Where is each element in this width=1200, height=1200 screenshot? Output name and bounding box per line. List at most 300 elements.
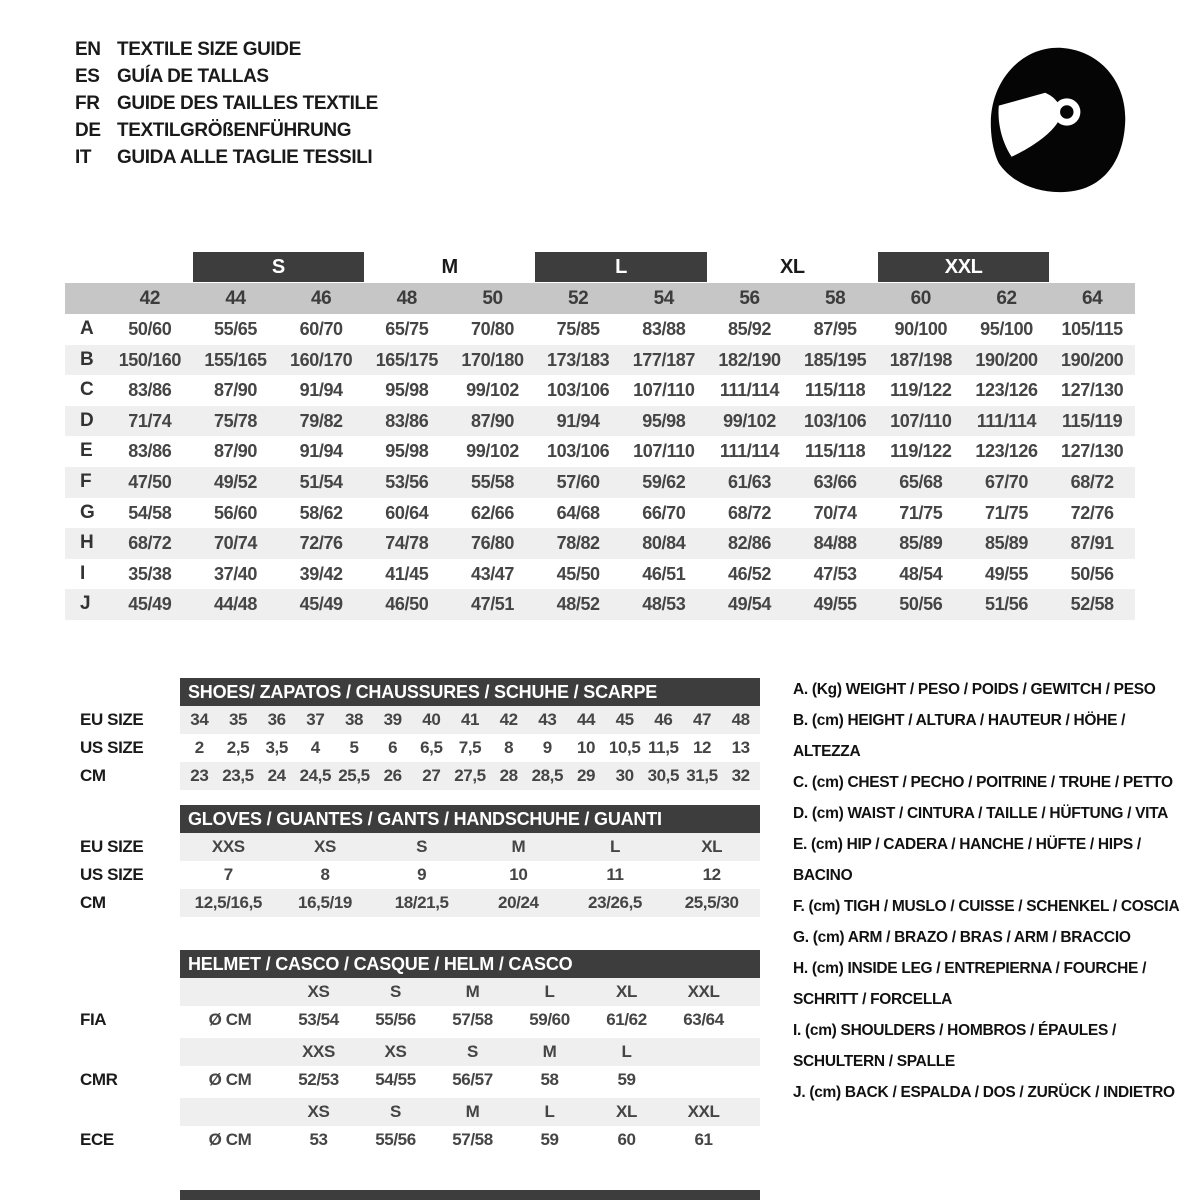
measurement-row-i bbox=[65, 559, 1135, 590]
measurement-value: 84/88 bbox=[813, 533, 857, 554]
gloves-value: 10 bbox=[509, 865, 528, 884]
measurement-value: 95/98 bbox=[385, 380, 429, 401]
measurement-value: 49/54 bbox=[727, 594, 772, 615]
shoes-value: 36 bbox=[267, 710, 286, 729]
measurement-row-d bbox=[65, 406, 1135, 437]
legend-item: C. (cm) CHEST / PECHO / POITRINE / TRUHE / PETTO bbox=[793, 774, 1173, 791]
helmet-value: 55/56 bbox=[375, 1130, 416, 1149]
measurement-value: 50/56 bbox=[899, 594, 943, 615]
helmet-value: 57/58 bbox=[452, 1010, 493, 1029]
size-number: 50 bbox=[482, 288, 503, 309]
measurement-value: 99/102 bbox=[466, 441, 519, 462]
language-row bbox=[75, 63, 378, 90]
guide-title: GUÍA DE TALLAS bbox=[117, 65, 269, 87]
shoes-cells bbox=[180, 762, 760, 790]
measurement-row-e bbox=[65, 436, 1135, 467]
measurement-value: 95/100 bbox=[980, 319, 1033, 339]
measurement-value: 47/50 bbox=[128, 471, 172, 492]
measurement-value: 49/55 bbox=[813, 594, 857, 615]
unit-spacer bbox=[180, 978, 280, 1006]
helmet-size-label: XS bbox=[307, 1102, 330, 1121]
shoes-value: 41 bbox=[460, 710, 480, 729]
measurement-value: 45/50 bbox=[556, 563, 600, 584]
row-letter: A bbox=[80, 318, 94, 339]
corner-cell bbox=[65, 283, 107, 314]
legend-item: D. (cm) WAIST / CINTURA / TAILLE / HÜFTUNG / VITA bbox=[793, 805, 1169, 822]
helmet-value-cells bbox=[180, 1066, 760, 1094]
measurement-value: 75/78 bbox=[213, 410, 258, 431]
measurement-value: 87/90 bbox=[213, 380, 258, 401]
measurement-value: 76/80 bbox=[470, 533, 515, 554]
helmet-value: 61/62 bbox=[606, 1010, 647, 1029]
gloves-row bbox=[80, 861, 760, 889]
gloves-cells bbox=[180, 861, 760, 889]
guide-title: GUIDE DES TAILLES TEXTILE bbox=[117, 92, 378, 114]
gloves-value: 12,5/16,5 bbox=[194, 893, 262, 912]
size-number: 48 bbox=[396, 288, 417, 309]
measurement-row-j bbox=[65, 589, 1135, 620]
language-code: ES bbox=[75, 65, 100, 87]
helmet-size-label: M bbox=[465, 1102, 480, 1121]
size-group-s: S bbox=[193, 252, 364, 282]
measurement-value: 83/86 bbox=[128, 441, 172, 462]
guide-title: TEXTILGRÖßENFÜHRUNG bbox=[117, 119, 352, 141]
measurement-value: 85/89 bbox=[984, 533, 1029, 554]
row-label: CM bbox=[80, 766, 106, 785]
measurement-value: 71/74 bbox=[128, 410, 172, 431]
measurement-value: 46/51 bbox=[642, 563, 686, 584]
measurement-value: 53/56 bbox=[385, 471, 429, 492]
measurement-value: 67/70 bbox=[984, 471, 1029, 492]
language-code: FR bbox=[75, 92, 100, 114]
shoes-value: 37 bbox=[306, 710, 325, 729]
row-label: CM bbox=[80, 893, 106, 912]
shoes-value: 5 bbox=[349, 738, 359, 757]
shoes-value: 39 bbox=[383, 710, 402, 729]
measurement-value: 41/45 bbox=[385, 563, 429, 584]
measurement-value: 47/53 bbox=[813, 563, 857, 584]
helmet-size-cells bbox=[180, 1098, 760, 1126]
measurement-value: 39/42 bbox=[299, 563, 343, 584]
shoes-rows bbox=[80, 706, 760, 790]
diameter-unit: Ø CM bbox=[208, 1130, 252, 1149]
shoes-value: 6 bbox=[388, 738, 398, 757]
measurement-value: 85/89 bbox=[899, 533, 943, 554]
shoes-value: 35 bbox=[228, 710, 248, 729]
measurement-value: 71/75 bbox=[899, 502, 943, 523]
measurement-value: 57/60 bbox=[556, 471, 600, 492]
measurement-legend bbox=[793, 674, 1193, 1108]
size-number: 60 bbox=[910, 288, 931, 309]
measurement-value: 46/52 bbox=[727, 563, 772, 584]
measurement-value: 51/54 bbox=[299, 471, 343, 492]
helmet-size-label: M bbox=[542, 1042, 557, 1061]
helmet-value-cells bbox=[180, 1126, 760, 1154]
measurement-value: 47/51 bbox=[470, 594, 515, 615]
standard-label: ECE bbox=[80, 1130, 114, 1149]
gloves-value: 25,5/30 bbox=[684, 893, 739, 912]
shoes-value: 2 bbox=[194, 738, 204, 757]
helmet-value: 52/53 bbox=[298, 1070, 339, 1089]
measurement-value: 43/47 bbox=[470, 563, 515, 584]
row-label bbox=[80, 978, 180, 1006]
shoes-value: 32 bbox=[731, 766, 750, 785]
measurement-value: 65/75 bbox=[385, 319, 429, 339]
measurement-value: 37/40 bbox=[213, 563, 258, 584]
helmet-value: 56/57 bbox=[452, 1070, 493, 1089]
diameter-unit: Ø CM bbox=[208, 1070, 252, 1089]
measurement-value: 119/122 bbox=[890, 380, 952, 401]
shoes-value: 45 bbox=[615, 710, 634, 729]
shoes-value: 46 bbox=[654, 710, 673, 729]
row-gap bbox=[80, 1154, 760, 1158]
measurement-value: 107/110 bbox=[890, 410, 952, 431]
measurement-value: 49/55 bbox=[984, 563, 1029, 584]
legend-item: H. (cm) INSIDE LEG / ENTREPIERNA / FOURCHE / SCHRITT / FORCELLA bbox=[793, 960, 1147, 1008]
measurement-value: 187/198 bbox=[889, 349, 952, 370]
row-letter: F bbox=[80, 470, 92, 492]
helmet-size-band bbox=[180, 1038, 760, 1066]
helmet-value: 53/54 bbox=[298, 1010, 339, 1029]
gloves-section bbox=[80, 805, 760, 917]
measurement-value: 44/48 bbox=[213, 594, 258, 615]
measurement-value: 72/76 bbox=[1070, 502, 1114, 523]
shoes-band bbox=[180, 734, 760, 762]
size-number: 58 bbox=[824, 288, 846, 309]
shoes-value: 27 bbox=[422, 766, 441, 785]
helmet-size-label bbox=[665, 1038, 742, 1066]
shoes-value: 27,5 bbox=[454, 766, 486, 785]
guide-title: TEXTILE SIZE GUIDE bbox=[117, 38, 301, 60]
measurement-row-h bbox=[65, 528, 1135, 559]
measurement-value: 90/100 bbox=[894, 319, 948, 339]
measurement-value: 70/74 bbox=[813, 502, 857, 523]
helmet-size-label: XL bbox=[616, 1102, 637, 1121]
helmet-size-band-row bbox=[80, 1038, 760, 1066]
measurement-value: 58/62 bbox=[299, 502, 343, 523]
legend-item: I. (cm) SHOULDERS / HOMBROS / ÉPAULES / SCHULTERN / SPALLE bbox=[793, 1022, 1117, 1070]
measurement-value: 49/52 bbox=[213, 471, 258, 492]
measurement-value: 78/82 bbox=[556, 533, 600, 554]
gloves-rows bbox=[80, 833, 760, 917]
measurement-row-c bbox=[65, 375, 1135, 406]
row-label bbox=[80, 1098, 180, 1126]
measurement-value: 51/56 bbox=[984, 594, 1029, 615]
measurement-row-g bbox=[65, 498, 1135, 529]
size-group-l: L bbox=[535, 252, 706, 282]
measurement-value: 64/68 bbox=[556, 502, 600, 523]
helmet-size-band bbox=[180, 1098, 760, 1126]
shoes-value: 34 bbox=[190, 710, 209, 729]
shoes-value: 23,5 bbox=[222, 766, 254, 785]
cropped-section-bar bbox=[180, 1190, 760, 1200]
measurement-value: 123/126 bbox=[975, 441, 1038, 462]
shoes-value: 6,5 bbox=[420, 738, 443, 757]
shoes-value: 43 bbox=[538, 710, 557, 729]
measurement-value: 83/86 bbox=[128, 380, 172, 401]
helmet-rows bbox=[80, 978, 760, 1158]
gloves-cells bbox=[180, 889, 760, 917]
standard-label: CMR bbox=[80, 1070, 118, 1089]
shoes-value: 44 bbox=[576, 710, 596, 729]
helmet-size-label: L bbox=[544, 982, 555, 1001]
measurement-value: 45/49 bbox=[299, 594, 343, 615]
language-title-block bbox=[75, 36, 378, 171]
helmet-value: 63/64 bbox=[683, 1010, 724, 1029]
helmet-value: 61 bbox=[694, 1130, 713, 1149]
helmet-standard-row-ece bbox=[80, 1126, 760, 1154]
shoes-value: 2,5 bbox=[226, 738, 250, 757]
measurement-value: 119/122 bbox=[890, 441, 952, 462]
helmet-value bbox=[665, 1066, 742, 1094]
helmet-section bbox=[80, 950, 760, 1158]
measurement-value: 85/92 bbox=[727, 319, 772, 339]
helmet-size-label: XS bbox=[307, 982, 330, 1001]
gloves-band bbox=[180, 833, 760, 861]
measurement-value: 74/78 bbox=[385, 533, 429, 554]
legend-item: E. (cm) HIP / CADERA / HANCHE / HÜFTE / HIPS / BACINO bbox=[793, 836, 1141, 884]
size-number: 44 bbox=[225, 288, 246, 309]
measurement-value: 107/110 bbox=[633, 441, 695, 462]
helmet-value: 59 bbox=[540, 1130, 559, 1149]
gloves-value: M bbox=[511, 837, 526, 856]
measurement-value: 123/126 bbox=[975, 380, 1038, 401]
gloves-value: 20/24 bbox=[498, 893, 539, 912]
size-number-band bbox=[65, 283, 1135, 314]
measurement-value: 68/72 bbox=[128, 533, 172, 554]
measurement-value: 111/114 bbox=[976, 410, 1037, 431]
shoes-value: 9 bbox=[542, 738, 552, 757]
helmet-size-label: XXL bbox=[687, 1102, 720, 1121]
helmet-values bbox=[180, 1006, 760, 1034]
helmet-size-label: S bbox=[467, 1042, 478, 1061]
language-row bbox=[75, 144, 378, 171]
measurement-value: 80/84 bbox=[642, 533, 686, 554]
measurement-value: 111/114 bbox=[719, 380, 780, 401]
measurement-value: 59/62 bbox=[642, 471, 686, 492]
shoes-value: 24,5 bbox=[299, 766, 332, 785]
shoes-value: 25,5 bbox=[338, 766, 370, 785]
measurement-value: 56/60 bbox=[213, 502, 258, 523]
helmet-size-label: S bbox=[390, 1102, 401, 1121]
measurement-value: 103/106 bbox=[547, 380, 610, 401]
measurement-value: 87/90 bbox=[470, 410, 515, 431]
legend-item: A. (Kg) WEIGHT / PESO / POIDS / GEWITCH / PESO bbox=[793, 681, 1156, 698]
measurement-value: 70/80 bbox=[470, 319, 515, 339]
size-number: 62 bbox=[996, 288, 1017, 309]
helmet-size-band bbox=[180, 978, 760, 1006]
gloves-value: XL bbox=[701, 837, 723, 856]
size-group-xxl: XXL bbox=[878, 252, 1049, 282]
language-row bbox=[75, 117, 378, 144]
row-letter: H bbox=[80, 532, 94, 554]
row-letter: B bbox=[80, 348, 94, 370]
shoes-row bbox=[80, 706, 760, 734]
measurement-value: 103/106 bbox=[547, 441, 610, 462]
shoes-value: 48 bbox=[731, 710, 750, 729]
measurement-value: 91/94 bbox=[299, 380, 343, 401]
helmet-standard-row-fia bbox=[80, 1006, 760, 1034]
measurement-value: 50/56 bbox=[1070, 563, 1114, 584]
helmet-value-cells bbox=[180, 1006, 760, 1034]
row-letter: J bbox=[80, 593, 91, 615]
helmet-size-label: L bbox=[621, 1042, 632, 1061]
standard-label: FIA bbox=[80, 1010, 107, 1029]
textile-rows bbox=[65, 314, 1135, 620]
gloves-row bbox=[80, 889, 760, 917]
shoes-value: 31,5 bbox=[686, 766, 718, 785]
measurement-value: 103/106 bbox=[804, 410, 867, 431]
row-letter: C bbox=[80, 379, 94, 401]
measurement-value: 127/130 bbox=[1061, 380, 1124, 401]
shoes-value: 11,5 bbox=[648, 738, 679, 757]
measurement-value: 82/86 bbox=[727, 533, 772, 554]
shoes-value: 40 bbox=[422, 710, 441, 729]
measurement-value: 63/66 bbox=[813, 471, 857, 492]
shoes-band bbox=[180, 706, 760, 734]
row-label: US SIZE bbox=[80, 865, 144, 884]
helmet-size-label: XL bbox=[616, 982, 637, 1001]
measurement-value: 72/76 bbox=[299, 533, 343, 554]
helmet-size-label: M bbox=[465, 982, 480, 1001]
shoes-value: 3,5 bbox=[265, 738, 288, 757]
measurement-value: 87/95 bbox=[813, 319, 857, 339]
helmet-size-cells bbox=[180, 1038, 760, 1066]
measurement-value: 87/91 bbox=[1070, 533, 1114, 554]
language-code: IT bbox=[75, 146, 92, 168]
gloves-value: 18/21,5 bbox=[394, 893, 449, 912]
measurement-value: 83/88 bbox=[642, 319, 686, 339]
helmet-values bbox=[180, 1126, 760, 1154]
measurement-value: 55/58 bbox=[470, 471, 515, 492]
diameter-unit: Ø CM bbox=[208, 1010, 252, 1029]
size-number: 56 bbox=[739, 288, 760, 309]
textile-size-table bbox=[65, 252, 1135, 620]
row-letter: I bbox=[80, 562, 85, 584]
measurement-value: 99/102 bbox=[466, 380, 519, 401]
measurement-row-b bbox=[65, 345, 1135, 376]
shoes-cells bbox=[180, 706, 760, 734]
gloves-row bbox=[80, 833, 760, 861]
shoes-value: 28 bbox=[499, 766, 518, 785]
measurement-value: 87/90 bbox=[213, 441, 258, 462]
helmet-value: 53 bbox=[309, 1130, 328, 1149]
gloves-value: 16,5/19 bbox=[298, 893, 352, 912]
measurement-value: 48/52 bbox=[556, 594, 600, 615]
gloves-value: 9 bbox=[417, 865, 427, 884]
helmet-value: 59/60 bbox=[529, 1010, 570, 1029]
row-label: EU SIZE bbox=[80, 710, 144, 729]
legend-item: G. (cm) ARM / BRAZO / BRAS / ARM / BRACCIO bbox=[793, 929, 1131, 946]
measurement-value: 60/70 bbox=[299, 319, 343, 339]
language-code: EN bbox=[75, 38, 101, 60]
helmet-value: 55/56 bbox=[375, 1010, 416, 1029]
measurement-value: 185/195 bbox=[804, 349, 867, 370]
legend-item: F. (cm) TIGH / MUSLO / CUISSE / SCHENKEL / COSCIA bbox=[793, 898, 1180, 915]
measurement-value: 79/82 bbox=[299, 410, 343, 431]
shoes-title-bar: SHOES/ ZAPATOS / CHAUSSURES / SCHUHE / SCARPE bbox=[180, 678, 760, 706]
row-letter: E bbox=[80, 440, 93, 462]
shoes-row bbox=[80, 734, 760, 762]
measurement-value: 177/187 bbox=[632, 349, 695, 370]
shoes-value: 30,5 bbox=[647, 766, 680, 785]
language-row bbox=[75, 90, 378, 117]
size-number: 54 bbox=[653, 288, 674, 309]
row-label: US SIZE bbox=[80, 738, 144, 757]
measurement-value: 160/170 bbox=[290, 349, 353, 370]
measurement-value: 155/165 bbox=[204, 349, 267, 370]
shoes-value: 10 bbox=[576, 738, 596, 757]
helmet-title-bar: HELMET / CASCO / CASQUE / HELM / CASCO bbox=[180, 950, 760, 978]
shoes-value: 13 bbox=[731, 738, 750, 757]
measurement-value: 55/65 bbox=[213, 319, 258, 339]
measurement-value: 91/94 bbox=[556, 410, 600, 431]
measurement-value: 48/54 bbox=[899, 563, 943, 584]
measurement-value: 91/94 bbox=[299, 441, 343, 462]
helmet-standard-row-cmr bbox=[80, 1066, 760, 1094]
shoes-value: 7,5 bbox=[458, 738, 482, 757]
unit-spacer bbox=[180, 1038, 280, 1066]
shoes-value: 12 bbox=[692, 738, 712, 757]
shoes-value: 24 bbox=[267, 766, 286, 785]
shoes-value: 4 bbox=[310, 738, 320, 757]
measurement-value: 190/200 bbox=[975, 349, 1038, 370]
measurement-value: 70/74 bbox=[213, 533, 258, 554]
measurement-value: 115/118 bbox=[805, 441, 866, 462]
helmet-size-band-row bbox=[80, 1098, 760, 1126]
shoes-value: 30 bbox=[615, 766, 634, 785]
unit-spacer bbox=[180, 1098, 280, 1126]
measurement-value: 190/200 bbox=[1061, 349, 1124, 370]
measurement-value: 105/115 bbox=[1061, 319, 1123, 339]
measurement-value: 46/50 bbox=[385, 594, 429, 615]
measurement-value: 71/75 bbox=[984, 502, 1029, 523]
measurement-value: 107/110 bbox=[633, 380, 695, 401]
measurement-value: 66/70 bbox=[642, 502, 686, 523]
shoes-value: 26 bbox=[383, 766, 402, 785]
size-group-row bbox=[65, 252, 1135, 282]
size-number: 64 bbox=[1081, 288, 1103, 309]
measurement-value: 83/86 bbox=[385, 410, 429, 431]
measurement-value: 115/119 bbox=[1062, 410, 1123, 431]
row-label: EU SIZE bbox=[80, 837, 144, 856]
gloves-band bbox=[180, 889, 760, 917]
language-row bbox=[75, 36, 378, 63]
size-group-m: M bbox=[441, 255, 458, 278]
shoes-band bbox=[180, 762, 760, 790]
measurement-value: 60/64 bbox=[385, 502, 429, 523]
measurement-value: 75/85 bbox=[556, 319, 600, 339]
helmet-size-cells bbox=[180, 978, 760, 1006]
gloves-value: 11 bbox=[606, 865, 624, 884]
measurement-value: 111/114 bbox=[719, 441, 780, 462]
helmet-size-label: XS bbox=[384, 1042, 407, 1061]
gloves-title-bar: GLOVES / GUANTES / GANTS / HANDSCHUHE / GUANTI bbox=[180, 805, 760, 833]
size-number: 42 bbox=[139, 288, 160, 309]
measurement-value: 62/66 bbox=[470, 502, 515, 523]
gloves-value: 8 bbox=[320, 865, 330, 884]
gloves-value: S bbox=[416, 837, 428, 856]
shoes-section bbox=[80, 678, 760, 790]
shoes-value: 10,5 bbox=[608, 738, 641, 757]
helmet-size-label: L bbox=[544, 1102, 555, 1121]
gloves-value: XXS bbox=[211, 837, 245, 856]
measurement-value: 150/160 bbox=[118, 349, 181, 370]
helmet-value: 60 bbox=[617, 1130, 636, 1149]
shoes-value: 47 bbox=[692, 710, 712, 729]
size-number: 46 bbox=[310, 288, 332, 309]
measurement-value: 170/180 bbox=[461, 349, 524, 370]
